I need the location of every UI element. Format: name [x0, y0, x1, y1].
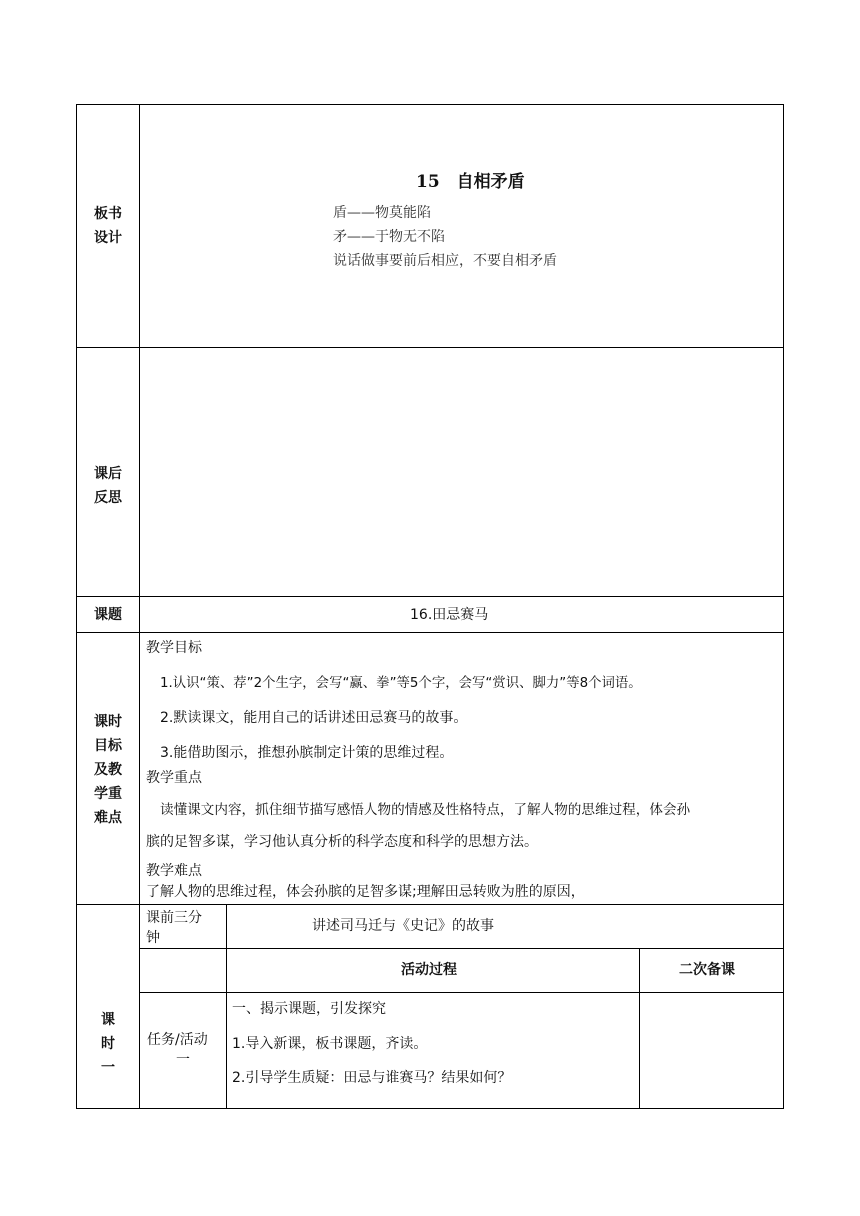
task-line: 1.导入新课，板书课题，齐读。 [232, 1036, 428, 1052]
key-line: 膑的足智多谋，学习他认真分析的科学态度和科学的思想方法。 [146, 834, 538, 850]
lesson-label [77, 1008, 139, 1080]
reflection-label [77, 462, 139, 510]
board-design-label [77, 202, 139, 250]
key-line: 读懂课文内容，抓住细节描写感悟人物的情感及性格特点，了解人物的思维过程，体会孙 [160, 802, 691, 818]
key-heading: 教学重点 [146, 770, 202, 786]
objectives-label-line-2: 目标 [94, 738, 122, 754]
board-line-1: 盾——物莫能陷 [333, 205, 431, 221]
board-title: 15 自相矛盾 [416, 172, 525, 192]
col-header-prep: 二次备课 [679, 962, 735, 978]
reflection-label-line-1: 课后 [94, 466, 122, 482]
pre-class-label-line-2: 钟 [146, 930, 160, 946]
lesson-label-line-1: 课 [101, 1012, 115, 1028]
pre-class-label-line-1: 课前三分 [146, 910, 202, 926]
goal-item: 1.认识“策、荐”2个生字，会写“赢、拳”等5个字，会写“赏识、脚力”等8个词语。 [160, 676, 642, 691]
objectives-label-line-5: 难点 [94, 810, 122, 826]
objectives-label-line-3: 及教 [94, 762, 122, 778]
goal-item: 2.默读课文，能用自己的话讲述田忌赛马的故事。 [160, 710, 468, 726]
goal-item: 3.能借助图示，推想孙膑制定计策的思维过程。 [160, 745, 454, 761]
pre-class-content: 讲述司马迁与《史记》的故事 [312, 918, 494, 934]
lesson-label-line-2: 时 [101, 1036, 115, 1052]
goals-heading: 教学目标 [146, 640, 202, 656]
topic-label: 课题 [94, 607, 122, 623]
task-line: 2.引导学生质疑：田忌与谁赛马？结果如何？ [232, 1070, 512, 1086]
board-design-label-line-1: 板书 [94, 206, 122, 222]
board-line-3: 说话做事要前后相应，不要自相矛盾 [333, 253, 557, 269]
objectives-label-line-4: 学重 [94, 786, 122, 802]
col-header-process: 活动过程 [401, 962, 457, 978]
difficulty-line: 了解人物的思维过程，体会孙膑的足智多谋;理解田忌转败为胜的原因， [146, 884, 585, 900]
task-line: 一、揭示课题，引发探究 [232, 1001, 386, 1017]
objectives-label [77, 710, 139, 830]
task-label-line-2: 一 [176, 1052, 190, 1068]
difficulty-heading: 教学难点 [146, 863, 202, 879]
objectives-label-line-1: 课时 [94, 714, 122, 730]
reflection-label-line-2: 反思 [94, 490, 122, 506]
lesson-label-line-3: 一 [101, 1060, 115, 1076]
task-label-line-1: 任务/活动 [147, 1032, 208, 1048]
board-design-label-line-2: 设计 [94, 230, 122, 246]
topic-value: 16.田忌赛马 [410, 607, 489, 623]
board-line-2: 矛——于物无不陷 [333, 229, 445, 245]
